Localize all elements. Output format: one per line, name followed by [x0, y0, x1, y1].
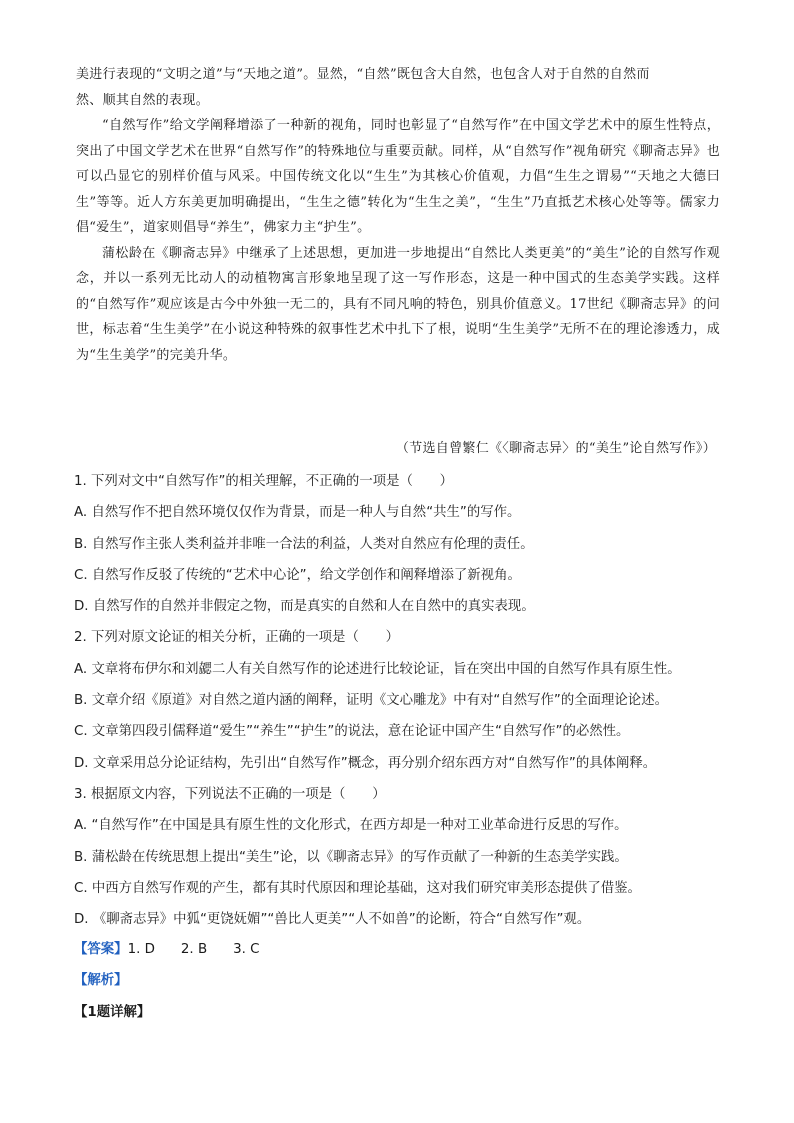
answer-1: 1. D [127, 942, 155, 957]
option-c: C. 文章第四段引儒释道“爱生”“养生”“护生”的说法，意在论证中国产生“自然写作”的必然性。 [74, 724, 630, 740]
question-list [74, 470, 734, 939]
option-a: A. 文章将布伊尔和刘勰二人有关自然写作的论述进行比较论证，旨在突出中国的自然写作具有原生性。 [74, 661, 681, 677]
option-a: A. 自然写作不把自然环境仅仅作为背景，而是一种人与自然“共生”的写作。 [74, 505, 521, 521]
answer-3: 3. C [233, 942, 260, 957]
detail-line [74, 1001, 260, 1032]
answer-section [74, 938, 260, 1032]
answer-line [74, 938, 260, 969]
option-c: C. 自然写作反驳了传统的“艺术中心论”，给文学创作和阐释增添了新视角。 [74, 567, 521, 583]
option-d: D. 《聊斋志异》中狐“更饶妩媚”“兽比人更美”“人不如兽”的论断，符合“自然写作”观。 [74, 912, 591, 928]
option-b: B. 自然写作主张人类利益并非唯一合法的利益，人类对自然应有伦理的责任。 [74, 536, 534, 552]
passage-paragraph: 蒲松龄在《聊斋志异》中继承了上述思想，更加进一步地提出“自然比人类更美”的“美生”论的自然写作观念，并以一系列无比动人的动植物寓言形象地呈现了这一写作形态，这是一种中国式的生态美学实践。这样的“自然写作”观应该是古今中外独一无二的，具有不同凡响的特色，别具价值意义。17世纪《聊斋志异》的问世，标志着“生生美学”在小说这种特殊的叙事性艺术中扎下了根，说明“生生美学”无所不在的理论渗透力，成为“生生美学”的完美升华。 [76, 245, 720, 363]
passage-line: 美进行表现的“文明之道”与“天地之道”。显然，“自然”既包含大自然，也包含人对于自然的自然而 [76, 67, 650, 82]
option-d: D. 文章采用总分论证结构，先引出“自然写作”概念，再分别介绍东西方对“自然写作”的具体阐释。 [74, 755, 657, 771]
detail-label: 【1题详解】 [74, 1004, 151, 1020]
option-a: A. “自然写作”在中国是具有原生性的文化形式，在西方却是一种对工业革命进行反思的写作。 [74, 818, 628, 834]
analysis-line [74, 969, 260, 1000]
question-stem: 2. 下列对原文论证的相关分析，正确的一项是（ ） [74, 630, 400, 646]
answer-2: 2. B [180, 942, 208, 957]
question-stem: 1. 下列对文中“自然写作”的相关理解，不正确的一项是（ ） [74, 474, 454, 489]
question-stem: 3. 根据原文内容，下列说法不正确的一项是（ ） [74, 786, 386, 802]
answer-label: 【答案】 [74, 942, 128, 957]
passage-source: （节选自曾繁仁《〈聊斋志异〉的“美生”论自然写作》） [395, 441, 716, 456]
analysis-label: 【解析】 [74, 973, 128, 989]
option-c: C. 中西方自然写作观的产生，都有其时代原因和理论基础，这对我们研究审美形态提供了借鉴。 [74, 880, 641, 896]
option-d: D. 自然写作的自然并非假定之物，而是真实的自然和人在自然中的真实表现。 [74, 599, 535, 615]
passage-line: 然、顺其自然的表现。 [76, 92, 210, 108]
option-b: B. 文章介绍《原道》对自然之道内涵的阐释，证明《文心雕龙》中有对“自然写作”的全面理论论述。 [74, 693, 668, 709]
reading-passage [76, 62, 720, 368]
passage-paragraph: “自然写作”给文学阐释增添了一种新的视角，同时也彰显了“自然写作”在中国文学艺术中的原生性特点，突出了中国文学艺术在世界“自然写作”的特殊地位与重要贡献。同样，从“自然写作”视角研究《聊斋志异》也可以凸显它的别样价值与风采。中国传统文化以“生生”为其核心价值观，力倡“生生之谓易”“天地之大德曰生”等等。近人方东美更加明确提出，“生生之德”转化为“生生之美”，“生生”乃直抵艺术核心处等等。儒家力倡“爱生”，道家则倡导“养生”，佛家力主“护生”。 [76, 118, 720, 235]
option-b: B. 蒲松龄在传统思想上提出“美生”论，以《聊斋志异》的写作贡献了一种新的生态美学实践。 [74, 849, 628, 865]
